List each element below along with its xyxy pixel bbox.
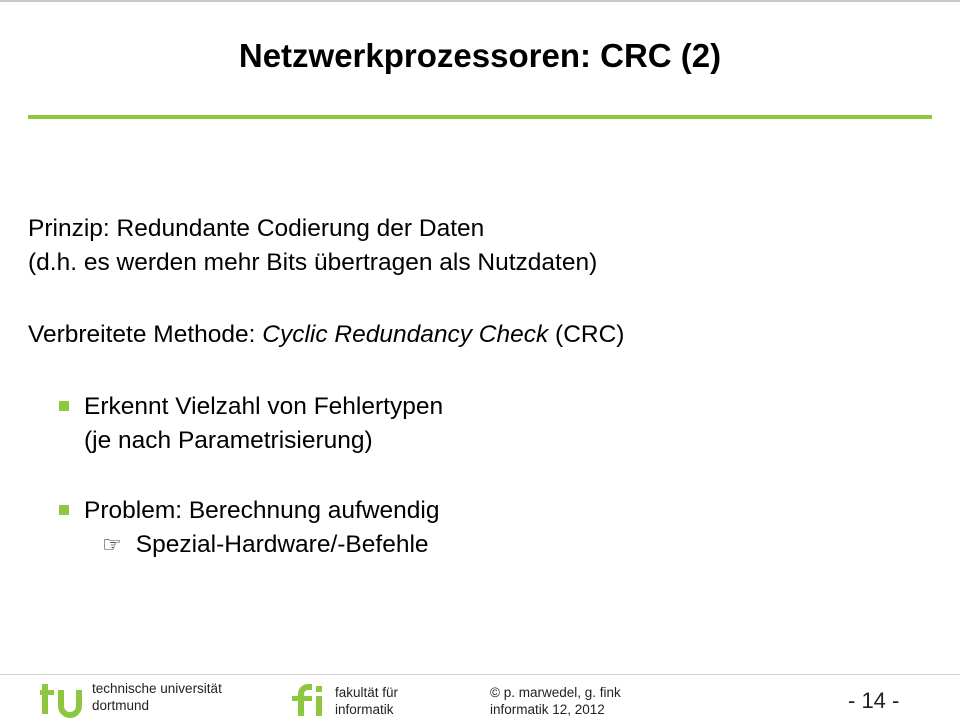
author-line-1: p. marwedel, g. fink (503, 685, 621, 700)
copyright-icon: © (490, 685, 500, 700)
fi-logo-icon (292, 682, 328, 718)
bullet-2-line-1: Problem: Berechnung aufwendig (84, 497, 440, 524)
footer (0, 678, 960, 720)
faculty-line-1: fakultät für (335, 685, 399, 700)
bullet-2-line-2-text: Spezial-Hardware/-Befehle (135, 531, 429, 558)
bullet-1-line-2: (je nach Parametrisierung) (84, 427, 373, 454)
faculty-line-2: informatik (335, 702, 394, 717)
principle-line-1: Prinzip: Redundante Codierung der Daten (28, 215, 485, 242)
footer-rule (0, 674, 960, 675)
page-number: - 14 - (848, 688, 900, 713)
title-rule (28, 115, 932, 119)
method-prefix: Verbreitete Methode: (28, 321, 263, 348)
method-line (28, 318, 624, 352)
pointing-hand-icon: ☞ (102, 532, 122, 557)
copyright-block (490, 684, 621, 718)
bullet-square-icon (59, 401, 69, 411)
bullet-text-1 (84, 390, 443, 458)
bullet-1-line-1: Erkennt Vielzahl von Fehlertypen (84, 393, 444, 420)
bullet-2-line-2 (84, 528, 439, 562)
tu-logo-icon (40, 682, 86, 718)
university-name (92, 680, 222, 714)
author-line-1-wrap (490, 684, 621, 701)
method-paragraph (28, 318, 624, 352)
university-line-2: dortmund (92, 698, 150, 713)
method-suffix: (CRC) (548, 321, 625, 348)
method-name: Cyclic Redundancy Check (262, 321, 549, 348)
faculty-name (335, 684, 398, 718)
principle-line-2: (d.h. es werden mehr Bits übertragen als Nutzdaten) (28, 249, 598, 276)
author-line-2: informatik 12, 2012 (490, 702, 605, 717)
slide-title: Netzwerkprozessoren: CRC (2) (238, 37, 722, 74)
principle-paragraph (28, 212, 597, 280)
bullet-text-2 (84, 494, 439, 562)
bullet-square-icon (59, 505, 69, 515)
university-line-1: technische universität (92, 681, 222, 696)
top-rule (0, 0, 960, 2)
